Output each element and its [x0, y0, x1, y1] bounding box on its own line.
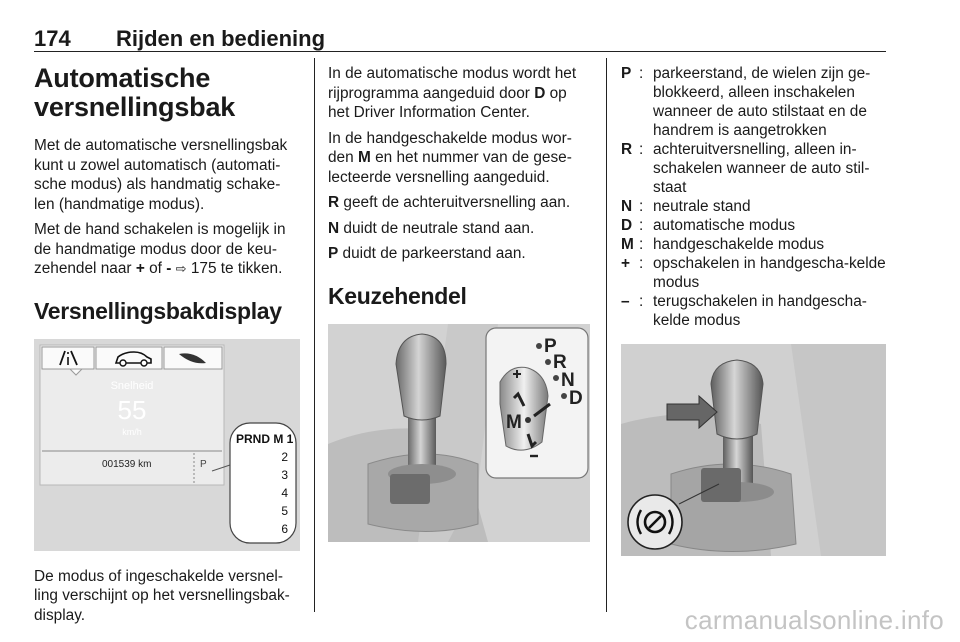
definition-text: automatische modus [653, 217, 796, 234]
gear-indicator: P [200, 458, 207, 470]
definition-item: P : parkeerstand, de wielen zijn ge-blokkeerd, alleen inschakelen wanneer de auto stilstaat en de handrem is aangetrokken [621, 64, 886, 140]
definition-item: M : handgeschakelde modus [621, 235, 886, 254]
definition-text: parkeerstand, de wielen zijn ge-blokkeerd, alleen inschakelen wanneer de auto stilstaat en de handrem is aangetrokken [653, 65, 871, 139]
running-title: Rijden en bediening [116, 26, 326, 51]
paragraph: In de automatische modus wordt het rijprogramma aangeduid door D op het Driver Information Center. [328, 65, 577, 121]
paragraph: R geeft de achteruitversnelling aan. [328, 194, 571, 211]
paragraph: P duidt de parkeerstand aan. [328, 245, 526, 262]
lever-position-n: N [561, 369, 575, 391]
column-middle [328, 64, 590, 542]
callout-circle [628, 495, 682, 549]
definition-key: P [621, 65, 632, 82]
definition-item: + : opschakelen in handgescha-kelde modus [621, 255, 886, 291]
definition-text: neutrale stand [653, 198, 751, 215]
definition-key: + [621, 255, 630, 272]
gear-number: 4 [281, 485, 288, 500]
gear-number: 2 [281, 449, 288, 464]
speed-unit: km/h [122, 426, 142, 437]
odometer: 001539 km [102, 458, 152, 470]
plus-symbol: + [135, 260, 145, 277]
speed-value: 55 [117, 394, 147, 425]
paragraph: N duidt de neutrale stand aan. [328, 219, 535, 237]
column-right [621, 64, 886, 556]
definition-key: M [621, 236, 634, 253]
definition-text: handgeschakelde modus [653, 236, 825, 253]
subsection-heading: Keuzehendel [328, 282, 467, 309]
definition-text: achteruitversnelling, alleen in-schakelen wanneer de auto stil-staat [653, 141, 870, 196]
lever-position-d: D [569, 387, 583, 409]
watermark: carmanualsonline.info [684, 605, 944, 635]
selector-button-figure [621, 344, 886, 556]
definition-text: terugschakelen in handgescha-kelde modus [653, 293, 867, 329]
gear-number: 3 [281, 467, 288, 482]
definition-item: – : terugschakelen in handgescha-kelde modus [621, 292, 886, 330]
gear-callout-header: PRND M 1 [236, 431, 294, 446]
paragraph: In de handgeschakelde modus wor-den M en het nummer van de gese-lecteerde versnelling aangeduid. [328, 129, 572, 186]
column-divider [314, 58, 315, 612]
paragraph: Met de hand schakelen is mogelijk in de handmatige modus door de keu-zehendel naar + of - ⇨ 175 te tikken. [34, 221, 286, 277]
definition-item: N : neutrale stand [621, 197, 886, 216]
minus-symbol: - [166, 260, 172, 277]
paragraph: Met de automatische versnellingsbak kunt u zowel automatisch (automati-sche modus) als handmatig schake-len (handmatige modus). [34, 137, 288, 213]
speed-label: Snelheid [110, 379, 154, 392]
subsection-heading: Versnellingsbakdisplay [34, 297, 282, 324]
definition-item: R : achteruitversnelling, alleen in-schakelen wanneer de auto stil-staat [621, 140, 886, 197]
gear-number: 6 [281, 521, 288, 536]
selector-lever-figure [328, 324, 590, 542]
definition-text: opschakelen in handgescha-kelde modus [653, 255, 886, 291]
lever-position-p: P [544, 335, 557, 357]
transmission-display-figure [34, 339, 300, 551]
column-left [34, 64, 300, 631]
definition-item: D : automatische modus [621, 216, 886, 235]
page-header [34, 26, 886, 52]
column-divider [606, 58, 607, 612]
definition-key: – [621, 293, 630, 310]
definition-list [621, 64, 886, 330]
definition-key: D [621, 217, 633, 234]
lever-position-m: M [506, 411, 522, 433]
figure-caption: De modus of ingeschakelde versnel-ling verschijnt op het versnellingsbak-display. [34, 567, 290, 624]
definition-key: R [621, 141, 633, 158]
gear-number: 5 [281, 503, 288, 518]
page-number: 174 [34, 26, 71, 51]
page-reference-arrow-icon: ⇨ [175, 261, 187, 276]
lever-position-r: R [553, 351, 567, 373]
definition-key: N [621, 198, 633, 215]
section-heading: Automatische versnellingsbak [34, 63, 236, 122]
